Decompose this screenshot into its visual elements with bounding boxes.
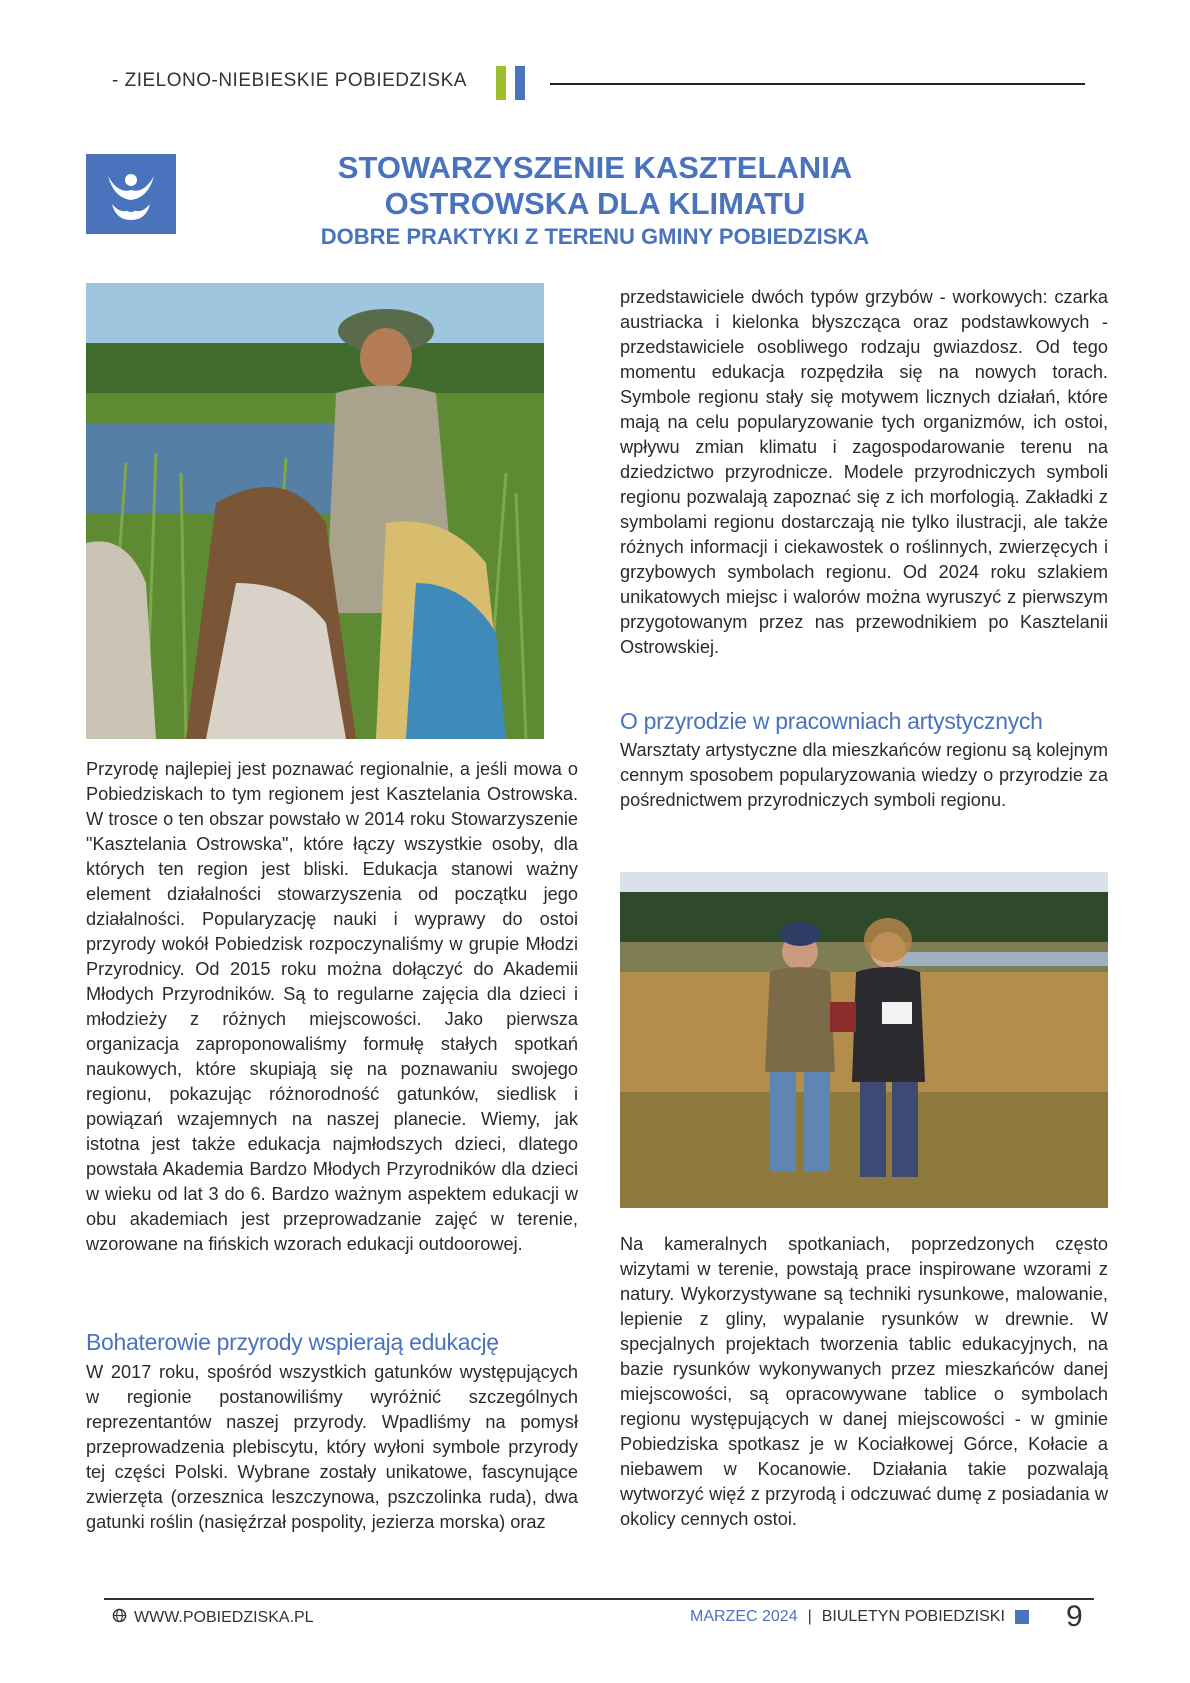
article-subtitle: DOBRE PRAKTYKI Z TERENU GMINY POBIEDZISKA bbox=[320, 224, 870, 249]
globe-icon bbox=[112, 1608, 127, 1628]
website-link[interactable] bbox=[112, 1608, 314, 1628]
association-logo bbox=[86, 154, 176, 234]
heading-heroes: Bohaterowie przyrody wspierają edukację bbox=[86, 1329, 499, 1355]
website-url: WWW.POBIEDZISKA.PL bbox=[134, 1609, 314, 1626]
intro-paragraph: Przyrodę najlepiej jest poznawać regionalnie, a jeśli mowa o Pobiedziskach to tym regionem jest Kasztelania Ostrowska. W trosce o ten obszar powstało w 2014 roku Stowarzyszenie "Kasztelania Ostrowska", które łączy wszystkie osoby, dla których ten region jest bliski. Edukacja stanowi ważny element działalności stowarzyszenia od początku jego działalności. Popularyzację nauki i wyprawy do ostoi przyrody wokół Pobiedzisk rozpoczynaliśmy w grupie Młodzi Przyrodnicy. Od 2015 roku można dołączyć do Akademii Młodych Przyrodników. Są to regularne zajęcia dla dzieci i młodzieży z różnych miejscowości. Jako pierwsza organizacja zaproponowaliśmy formułę stałych spotkań naukowych, które skupiają się na poznawaniu swojego regionu, pokazując różnorodność gatunków, siedlisk i powiązań wzajemnych na naszej planecie. Wiemy, jak istotna jest także edukacja najmłodszych dzieci, dlatego powstała Akademia Bardzo Młodych Przyrodników dla dzieci w wieku od lat 3 do 6. Bardzo ważnym aspektem edukacji w obu akademiach jest przeprowadzanie zajęć w terenie, wzorowane na fińskich wzorach edukacji outdoorowej. bbox=[86, 759, 578, 1254]
article-title-line2: OSTROWSKA DLA KLIMATU bbox=[384, 186, 806, 221]
issue-date: MARZEC 2024 bbox=[690, 1608, 798, 1625]
heading-art: O przyrodzie w pracowniach artystycznych bbox=[620, 708, 1043, 734]
green-accent-bar bbox=[496, 66, 506, 100]
footer-issue-info bbox=[690, 1608, 1029, 1626]
footer-rule bbox=[104, 1598, 1094, 1600]
blue-square-icon bbox=[1015, 1610, 1029, 1624]
field-trip-photo bbox=[86, 283, 544, 739]
footer-separator: | bbox=[807, 1608, 812, 1625]
heroes-paragraph: W 2017 roku, spośród wszystkich gatunków występujących w regionie postanowiliśmy wyróżnić szczególnych reprezentantów naszej przyrody. Wpadliśmy na pomysł przeprowadzenia plebiscytu, który wyłoni symbole przyrody tej części Polski. Wybrane zostały unikatowe, fascynujące zwierzęta (orzesznica leszczynowa, pszczolinka ruda), dwa gatunki roślin (nasięźrzał pospolity, jezierza morska) oraz bbox=[86, 1362, 578, 1532]
blue-accent-bar bbox=[515, 66, 525, 100]
publication-name: BIULETYN POBIEDZISKI bbox=[821, 1608, 1005, 1625]
art-paragraph: Warsztaty artystyczne dla mieszkańców regionu są kolejnym cennym sposobem popularyzowania wiedzy o przyrodzie za pośrednictwem przyrodniczych symboli regionu. bbox=[620, 740, 1108, 810]
page-number: 9 bbox=[1066, 1600, 1083, 1633]
article-title-line1: STOWARZYSZENIE KASZTELANIA bbox=[337, 150, 853, 185]
header-rule bbox=[550, 83, 1085, 85]
section-label: - ZIELONO-NIEBIESKIE POBIEDZISKA bbox=[112, 70, 467, 91]
meadow-photo bbox=[620, 872, 1108, 1208]
workshops-paragraph: Na kameralnych spotkaniach, poprzedzonych często wizytami w terenie, powstają prace inspirowane wzorami z natury. Wykorzystywane są techniki rysunkowe, malowanie, lepienie z gliny, wypalanie rysunków w drewnie. W specjalnych projektach tworzenia tablic edukacyjnych, na bazie rysunków wykonywanych przez mieszkańców danej miejscowości, są opracowywane tablice o symbolach regionu występujących w danej miejscowości - w gminie Pobiedziska spotkasz je w Kociałkowej Górce, Kołacie a niebawem w Kocanowie. Działania takie pozwalają wytworzyć więź z przyrodą i odczuwać dumę z posiadania w okolicy cennych ostoi. bbox=[620, 1234, 1108, 1529]
continuation-paragraph: przedstawiciele dwóch typów grzybów - workowych: czarka austriacka i kielonka błyszcząca oraz podstawkowych - przedstawiciele osobliwego rodzaju gwiazdosz. Od tego momentu edukacja rozpędziła się na nowych torach. Symbole regionu stały się motywem licznych działań, które mają na celu popularyzowanie tych organizmów, ich ostoi, wpływu zmian klimatu i zagospodarowanie terenu na dziedzictwo przyrodnicze. Modele przyrodniczych symboli regionu pozwalają zapoznać się z ich morfologią. Zakładki z symbolami regionu dostarczają nie tylko ilustracji, ale także różnych informacji i ciekawostek o roślinnych, zwierzęcych i grzybowych symbolach regionu. Od 2024 roku szlakiem unikatowych miejsc i walorów można wyruszyć z pierwszym przygotowanym przez nas przewodnikiem po Kasztelanii Ostrowskiej. bbox=[620, 287, 1108, 657]
